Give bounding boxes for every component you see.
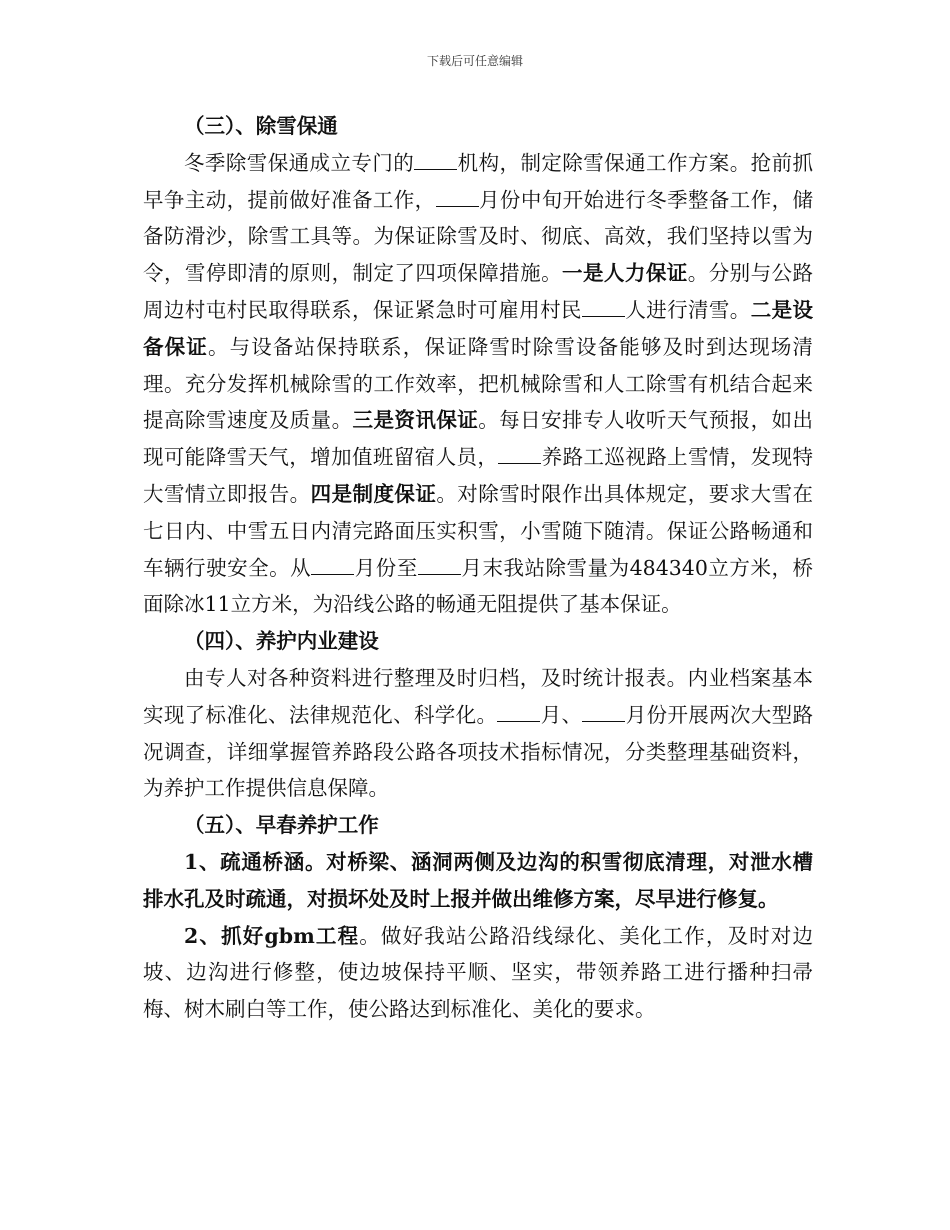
bold-phrase: 四是制度保证 <box>310 481 437 506</box>
text-run: 月份中旬开始进行冬季整备工作，储备防滑沙，除雪工具等。为保证除雪及时、彻底、高效，我们坚持以雪为令，雪停即清的原则，制定了四项保障措施。 <box>143 187 813 286</box>
section-heading-spring: （五）、早春养护工作 <box>184 813 379 838</box>
blank-line <box>582 297 625 317</box>
text-run: 。每日安排专人收听天气预报，如出现可能降雪天气，增加值班留宿人员， <box>143 408 814 470</box>
bold-phrase: 三是资讯保证 <box>352 408 479 433</box>
blank-line <box>414 149 457 169</box>
text-run: 。对除雪时限作出具体规定，要求大雪在七日内、中雪五日内清完路面压实积雪，小雪随下随清。保证公路畅通和车辆行驶安全。从 <box>143 481 814 580</box>
text-run: 养路工巡视路上雪情，发现特大雪情立即报告。 <box>143 445 814 506</box>
text-run: 机构，制定除雪保通工作方案。抢前抓早争主动，提前做好准备工作， <box>143 150 814 212</box>
blank-line <box>418 554 461 574</box>
text-run: 冬季除雪保通成立专门的 <box>184 150 415 175</box>
blank-line <box>497 701 540 721</box>
section-heading-internal: （四）、养护内业建设 <box>184 629 379 654</box>
text-run: 月份开展两次大型路况调查，详细掌握管养路段公路各项技术指标情况，分类整理基础资料，为养护工作提供信息保障。 <box>143 702 814 801</box>
text-run: 月末我站除雪量为484340立方米，桥面除冰11立方米，为沿线公路的畅通无阻提供了基本保证。 <box>143 555 814 617</box>
paragraph-snow <box>143 145 813 623</box>
section-heading-snow: （三）、除雪保通 <box>184 114 338 138</box>
text-run: 。分别与公路周边村屯村民取得联系，保证紧急时可雇用村民 <box>143 261 814 322</box>
text-run: 。做好我站公路沿线绿化、美化工作，及时对边坡、边沟进行修整，使边坡保持平顺、坚实，带领养路工进行播种扫帚梅、树木刷白等工作，使公路达到标准化、美化的要求。 <box>143 923 814 1022</box>
paragraph-internal <box>143 660 813 807</box>
bold-phrase: 一是人力保证 <box>562 261 688 286</box>
blank-line <box>582 701 625 721</box>
blank-line <box>436 186 479 206</box>
document-body <box>143 108 813 1028</box>
text-run: 。与设备站保持联系，保证降雪时除雪设备能够及时到达现场清理。充分发挥机械除雪的工作效率，把机械除雪和人工除雪有机结合起来提高除雪速度及质量。 <box>143 334 814 433</box>
text-run: 由专人对各种资料进行整理及时归档，及时统计报表。内业档案基本实现了标准化、法律规范化、科学化。 <box>143 665 813 727</box>
text-run: 月、 <box>540 702 583 727</box>
paragraph-spring-1: 1、疏通桥涵。对桥梁、涵洞两侧及边沟的积雪彻底清理，对泄水槽排水孔及时疏通，对损坏处及时上报并做出维修方案，尽早进行修复。 <box>143 849 813 911</box>
blank-line <box>498 444 541 464</box>
text-run: 人进行清雪。 <box>624 297 751 322</box>
text-run: 月份至 <box>354 555 418 580</box>
paragraph-spring-2 <box>143 918 813 1028</box>
page-header-note: 下载后可任意编辑 <box>426 54 523 68</box>
blank-line <box>311 554 354 574</box>
bold-phrase: 2、抓好gbm工程 <box>184 923 360 948</box>
bold-phrase: 二是设备保证 <box>143 297 814 359</box>
